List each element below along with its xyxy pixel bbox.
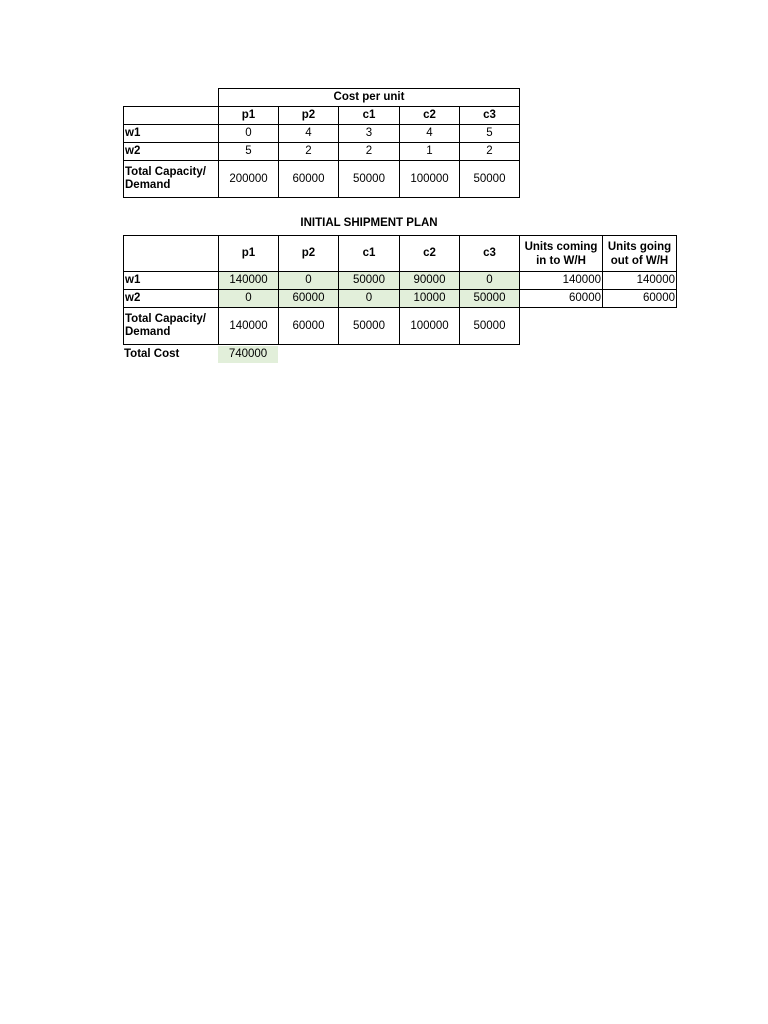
- col-header-units-out: [603, 236, 677, 272]
- table-row: [124, 125, 520, 143]
- empty-cell: [520, 308, 603, 345]
- cell[interactable]: 50000: [460, 290, 520, 308]
- cell[interactable]: 50000: [339, 272, 400, 290]
- shipment-plan-title: INITIAL SHIPMENT PLAN: [300, 217, 438, 229]
- cell[interactable]: 2: [460, 143, 520, 161]
- total-cost-label: Total Cost: [124, 348, 180, 360]
- units-out-line1: Units going: [607, 240, 672, 253]
- capacity-label-line2: Demand: [125, 179, 171, 191]
- units-in-line1: Units coming: [524, 240, 598, 253]
- capacity-label-line1: Total Capacity/: [125, 166, 206, 178]
- cell[interactable]: 3: [339, 125, 400, 143]
- cell[interactable]: 100000: [400, 161, 460, 198]
- row-label-capacity: [124, 308, 219, 345]
- cell[interactable]: 5: [460, 125, 520, 143]
- col-header-p2: p2: [279, 236, 339, 272]
- row-label-capacity: [124, 161, 219, 198]
- table-row: [124, 143, 520, 161]
- cell[interactable]: 50000: [339, 308, 400, 345]
- cell[interactable]: 0: [219, 125, 279, 143]
- cell[interactable]: 5: [219, 143, 279, 161]
- cell[interactable]: 0: [219, 290, 279, 308]
- cell[interactable]: 60000: [279, 290, 339, 308]
- cell[interactable]: 60000: [279, 161, 339, 198]
- cell[interactable]: 60000: [279, 308, 339, 345]
- cell[interactable]: 50000: [460, 308, 520, 345]
- cell[interactable]: 2: [339, 143, 400, 161]
- cell[interactable]: 10000: [400, 290, 460, 308]
- cost-table-title: Cost per unit: [219, 89, 520, 107]
- cell[interactable]: 200000: [219, 161, 279, 198]
- cell[interactable]: 50000: [339, 161, 400, 198]
- cell[interactable]: 4: [400, 125, 460, 143]
- cell-units-in[interactable]: 60000: [520, 290, 603, 308]
- cell[interactable]: 140000: [219, 308, 279, 345]
- total-cost-value[interactable]: 740000: [218, 346, 278, 363]
- cell[interactable]: 0: [460, 272, 520, 290]
- cost-per-unit-table: [123, 88, 520, 198]
- table-row: [124, 161, 520, 198]
- cell-units-out[interactable]: 140000: [603, 272, 677, 290]
- table-row: [124, 272, 677, 290]
- cell-units-out[interactable]: 60000: [603, 290, 677, 308]
- col-header-c2: c2: [400, 236, 460, 272]
- table-row: [124, 308, 677, 345]
- table-row: [124, 290, 677, 308]
- col-header-units-in: [520, 236, 603, 272]
- units-out-line2: out of W/H: [610, 254, 669, 267]
- header-empty-cell: [124, 107, 219, 125]
- units-in-line2: in to W/H: [536, 254, 586, 267]
- cell[interactable]: 140000: [219, 272, 279, 290]
- cell[interactable]: 0: [339, 290, 400, 308]
- total-cost-row: [123, 346, 278, 363]
- row-label-w1: w1: [124, 272, 219, 290]
- col-header-c2: c2: [400, 107, 460, 125]
- capacity-label-line1: Total Capacity/: [125, 313, 206, 325]
- col-header-c1: c1: [339, 107, 400, 125]
- cell[interactable]: 50000: [460, 161, 520, 198]
- col-header-p1: p1: [219, 236, 279, 272]
- cell[interactable]: 1: [400, 143, 460, 161]
- cell[interactable]: 4: [279, 125, 339, 143]
- shipment-plan-table: [123, 235, 677, 345]
- cell[interactable]: 100000: [400, 308, 460, 345]
- cell[interactable]: 0: [279, 272, 339, 290]
- row-label-w2: w2: [124, 143, 219, 161]
- cell[interactable]: 90000: [400, 272, 460, 290]
- capacity-label-line2: Demand: [125, 326, 171, 338]
- cell[interactable]: 2: [279, 143, 339, 161]
- col-header-c1: c1: [339, 236, 400, 272]
- col-header-p1: p1: [219, 107, 279, 125]
- row-label-w2: w2: [124, 290, 219, 308]
- empty-cell: [603, 308, 677, 345]
- header-empty-cell: [124, 236, 219, 272]
- empty-corner-cell: [124, 89, 219, 107]
- row-label-w1: w1: [124, 125, 219, 143]
- col-header-p2: p2: [279, 107, 339, 125]
- col-header-c3: c3: [460, 236, 520, 272]
- col-header-c3: c3: [460, 107, 520, 125]
- cell-units-in[interactable]: 140000: [520, 272, 603, 290]
